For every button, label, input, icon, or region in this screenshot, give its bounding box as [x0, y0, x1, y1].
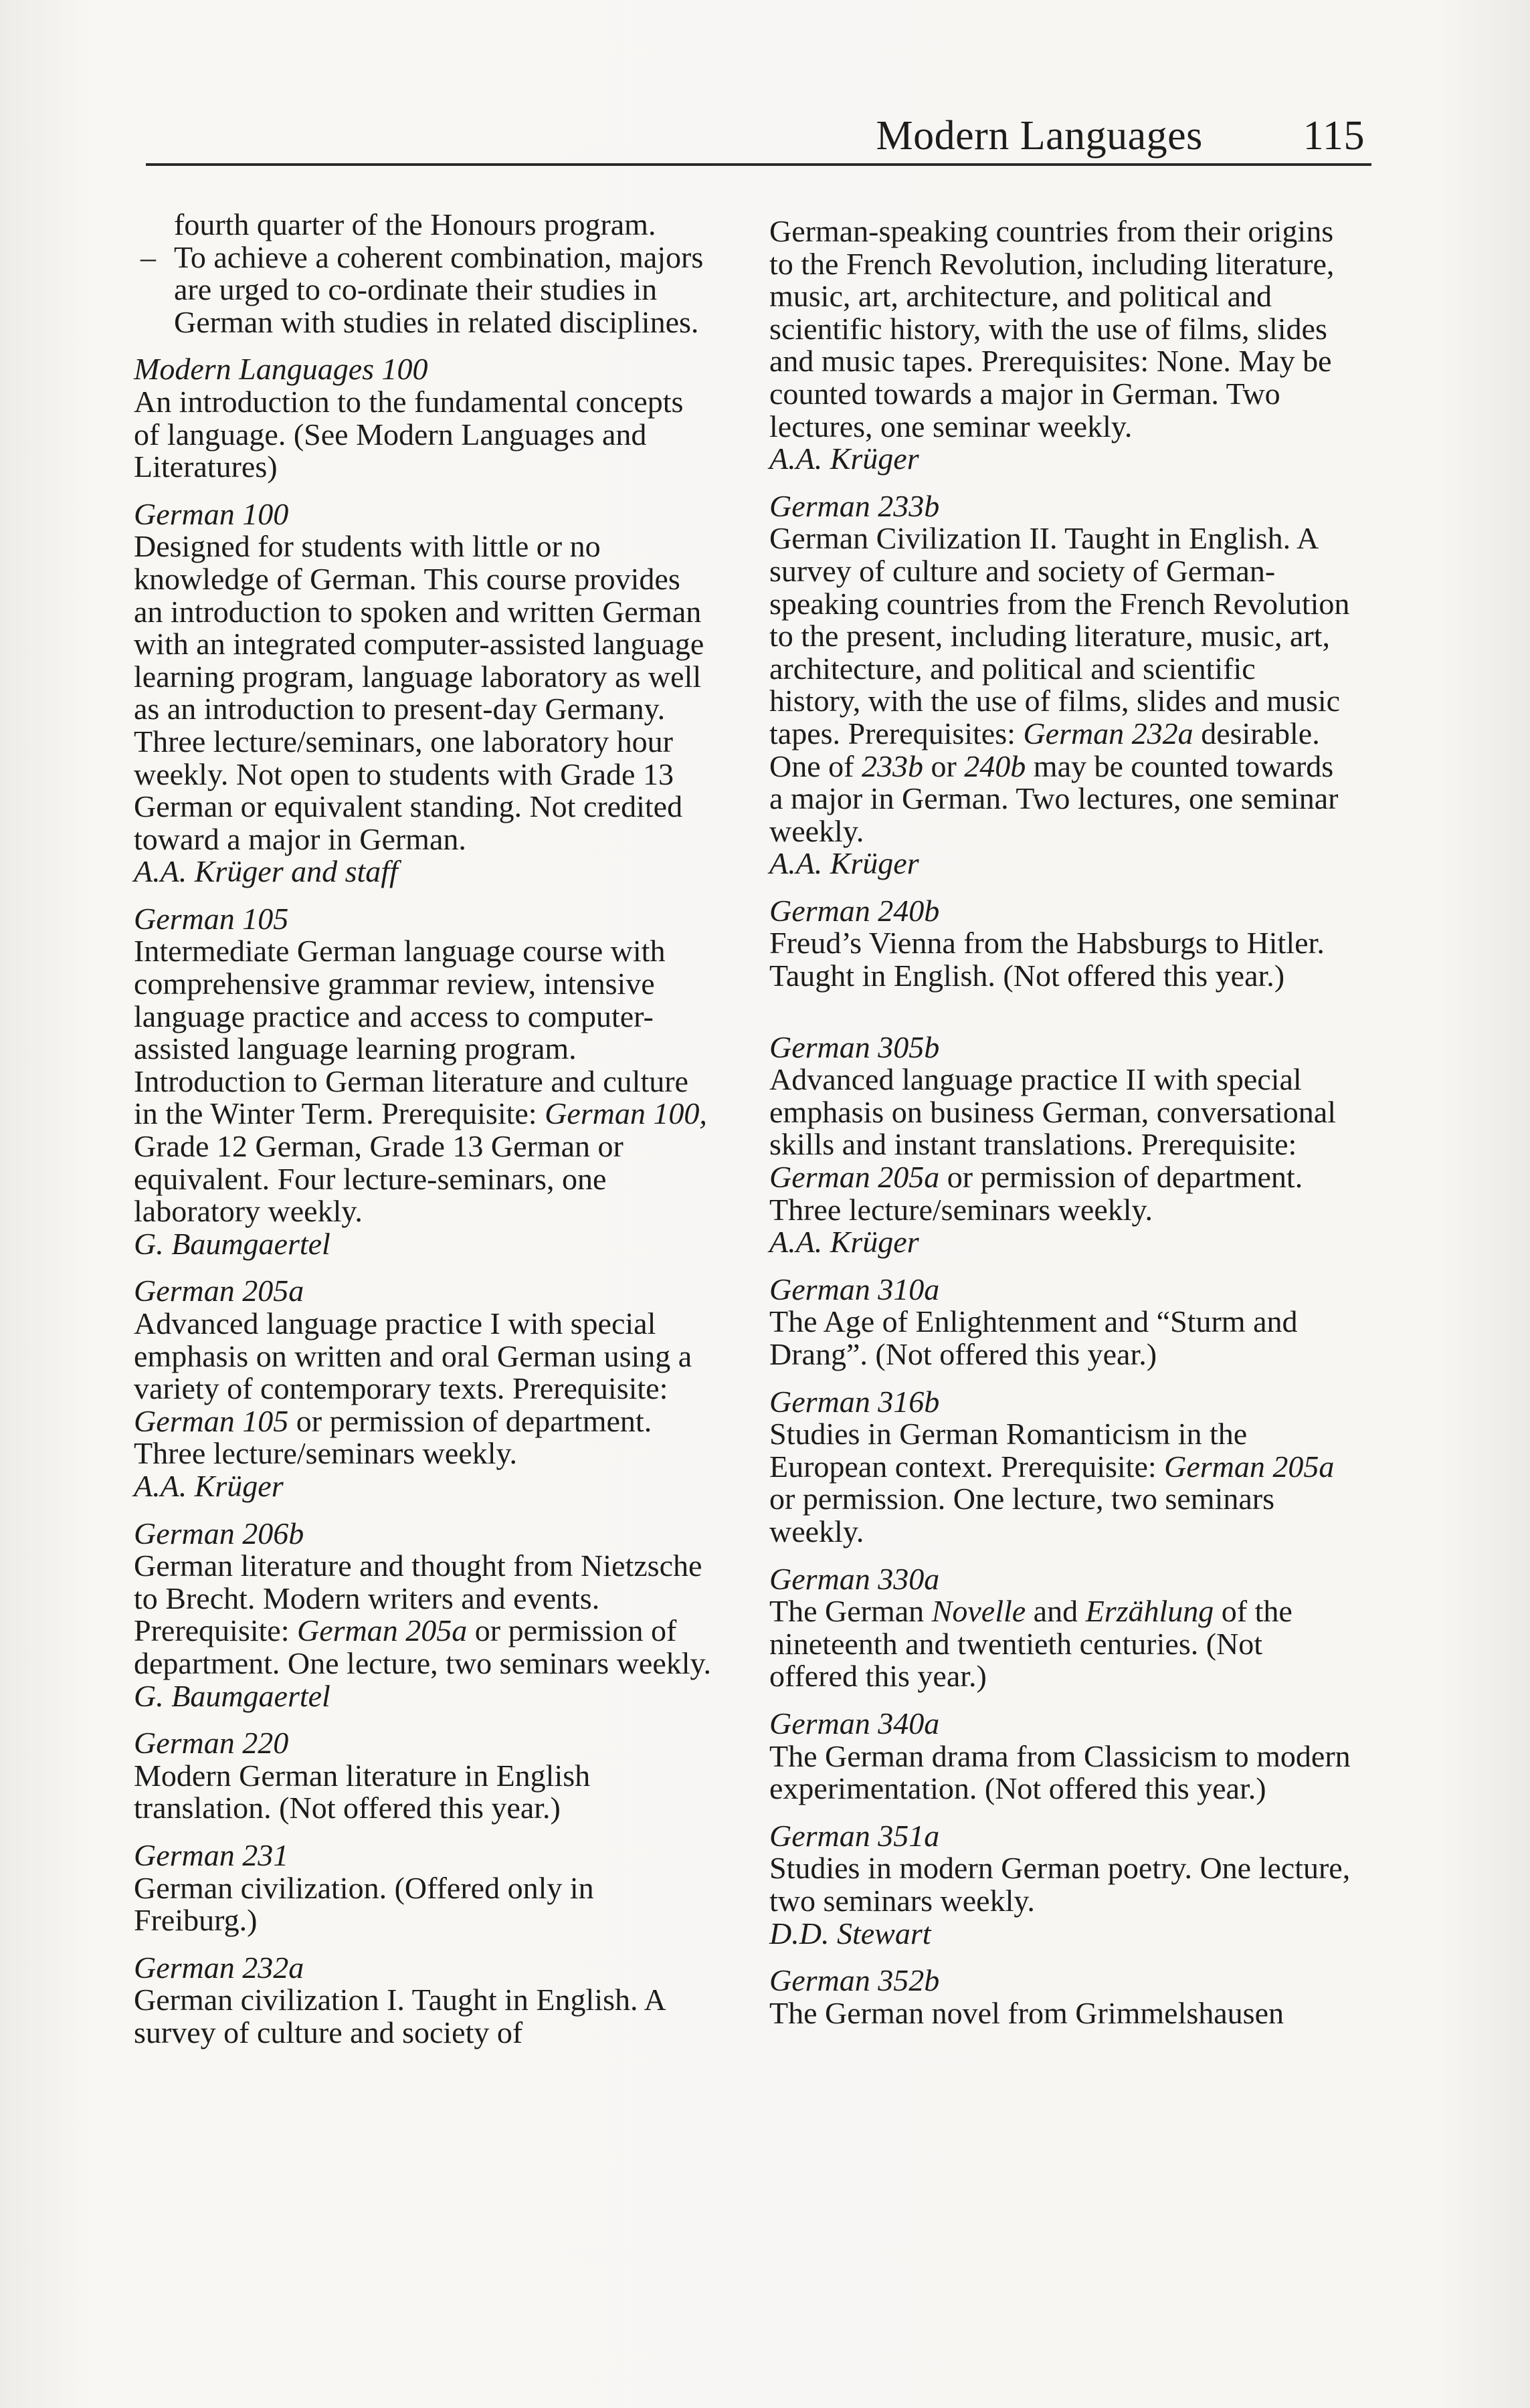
course-instructor: A.A. Krüger and staff [134, 854, 398, 889]
course-description: The German novel from Grimmelshausen [769, 1995, 1284, 2030]
bullet-dash: – [140, 239, 156, 274]
course-reference: German 205a [1164, 1449, 1335, 1484]
course-instructor: G. Baumgaertel [134, 1226, 330, 1261]
course-german-316b [769, 1386, 1351, 1548]
description-text: Intermediate German language course with comprehensive grammar review, intensive language practice and access to computer-assisted language learning program. Introduction to German literature and culture in the Winter Term. Prerequisite: [134, 934, 688, 1131]
running-header [830, 112, 1365, 160]
continuation-text: fourth quarter of the Honours program. [174, 207, 656, 241]
course-german-233b [769, 490, 1351, 880]
bullet-item [134, 241, 716, 339]
course-description [769, 1418, 1351, 1548]
course-description: Freud’s Vienna from the Habsburgs to Hitler. Taught in English. (Not offered this year.) [769, 926, 1325, 993]
description-text: or permission. One lecture, two seminars weekly. [769, 1482, 1274, 1548]
course-heading: German 105 [134, 901, 289, 936]
header-rule [146, 163, 1371, 166]
course-german-220 [134, 1727, 716, 1825]
course-heading: Modern Languages 100 [134, 352, 428, 387]
course-description [134, 1550, 716, 1680]
course-german-206b [134, 1518, 716, 1713]
description-text: may be counted towards a major in German. Two lectures, one seminar weekly. [769, 748, 1339, 848]
right-column [769, 215, 1351, 2044]
course-description [769, 1595, 1351, 1693]
description-text: Advanced language practice II with special emphasis on business German, conversational skills and instant translations. Prerequisite: [769, 1062, 1336, 1162]
course-description: The German drama from Classicism to modern experimentation. (Not offered this year.) [769, 1738, 1351, 1806]
left-column [134, 209, 716, 2064]
description-text: or permission of department. Three lecture/seminars weekly. [134, 1403, 652, 1471]
course-instructor: A.A. Krüger [134, 1468, 284, 1503]
course-instructor: D.D. Stewart [769, 1916, 931, 1950]
description-text: Studies in German Romanticism in the European context. Prerequisite: [769, 1417, 1248, 1484]
description-text: or permission of department. Three lecture/seminars weekly. [769, 1160, 1303, 1227]
course-heading: German 232a [134, 1950, 304, 1985]
course-german-310a [769, 1274, 1351, 1371]
description-text: or [923, 748, 965, 783]
course-heading: German 231 [134, 1837, 289, 1872]
course-description [134, 1308, 716, 1470]
page-number: 115 [1303, 113, 1365, 159]
course-german-305b [769, 1031, 1351, 1259]
course-german-205a [134, 1275, 716, 1502]
course-description [134, 935, 716, 1227]
course-modern-languages-100 [134, 353, 716, 483]
course-instructor: A.A. Krüger [769, 846, 919, 881]
description-text: Advanced language practice I with special emphasis on written and oral German using a variety of contemporary texts. Prerequisite: [134, 1306, 692, 1406]
course-german-232a-continued [769, 215, 1351, 476]
description-text: The German [769, 1594, 932, 1629]
course-description: Designed for students with little or no knowledge of German. This course provides an introduction to spoken and written German with an integrated computer-assisted language learning program, language laboratory as well as an introduction to present-day Germany. Three lecture/seminars, one laboratory hour weekly. Not open to students with Grade 13 German or equivalent standing. Not credited toward a major in German. [134, 529, 704, 856]
course-description: German civilization. (Offered only in Freiburg.) [134, 1870, 594, 1938]
description-text: German literature and thought from Nietzsche to Brecht. Modern writers and events. Prerequisite: [134, 1548, 702, 1648]
description-text: desirable. One of [769, 716, 1320, 783]
course-heading: German 206b [134, 1516, 304, 1550]
course-german-232a [134, 1952, 716, 2049]
course-heading: German 310a [769, 1272, 940, 1306]
course-heading: German 220 [134, 1726, 289, 1761]
course-description: German-speaking countries from their origins to the French Revolution, including literature, music, art, architecture, and political and scientific history, with the use of films, slides and music tapes. Prerequisites: None. May be counted towards a major in German. Two lectures, one seminar weekly. [769, 214, 1335, 443]
course-reference: German 205a [769, 1160, 940, 1195]
course-description: German civilization I. Taught in English. A survey of culture and society of [134, 1983, 665, 2049]
course-reference: German 232a [1023, 716, 1193, 750]
course-instructor: G. Baumgaertel [134, 1678, 330, 1713]
course-reference: German 105 [134, 1403, 289, 1438]
description-text: German Civilization II. Taught in English. A survey of culture and society of German-speaking countries from the French Revolution to the present, including literature, music, art, architecture, and political and scientific history, with the use of films, slides and music tapes. Prerequisites: [769, 521, 1350, 750]
course-description: Studies in modern German poetry. One lecture, two seminars weekly. [769, 1851, 1351, 1918]
course-german-231 [134, 1839, 716, 1937]
course-german-340a [769, 1708, 1351, 1805]
course-description: Modern German literature in English translation. (Not offered this year.) [134, 1758, 591, 1825]
course-heading: German 233b [769, 488, 940, 523]
course-heading: German 351a [769, 1818, 940, 1853]
course-german-330a [769, 1563, 1351, 1693]
course-heading: German 205a [134, 1274, 304, 1308]
course-german-100 [134, 498, 716, 888]
course-reference: German 205a [297, 1613, 468, 1648]
course-description [769, 1064, 1351, 1226]
course-description: The Age of Enlightenment and “Sturm and Drang”. (Not offered this year.) [769, 1304, 1298, 1371]
course-heading: German 305b [769, 1029, 940, 1064]
course-reference: German 100, [545, 1096, 707, 1131]
course-reference: 233b [861, 748, 923, 783]
course-german-352b [769, 1965, 1351, 2029]
honours-continuation [134, 209, 716, 338]
header-title: Modern Languages [876, 113, 1203, 159]
bullet-text: To achieve a coherent combination, majors are urged to co-ordinate their studies in German with studies in related disciplines. [174, 239, 704, 339]
course-heading: German 240b [769, 893, 940, 928]
course-description: An introduction to the fundamental concepts of language. (See Modern Languages and Literatures) [134, 384, 684, 484]
course-heading: German 330a [769, 1561, 940, 1596]
description-text: of the nineteenth and twentieth centuries. (Not offered this year.) [769, 1594, 1293, 1694]
course-instructor: A.A. Krüger [769, 1225, 919, 1260]
course-instructor: A.A. Krüger [769, 441, 919, 476]
description-text: Grade 12 German, Grade 13 German or equivalent. Four lecture-seminars, one laboratory weekly. [134, 1129, 624, 1229]
course-reference: 240b [964, 748, 1026, 783]
course-heading: German 340a [769, 1706, 940, 1740]
description-text: or permission of department. One lecture, two seminars weekly. [134, 1613, 712, 1680]
course-heading: German 316b [769, 1384, 940, 1419]
course-heading: German 100 [134, 496, 289, 531]
course-heading: German 352b [769, 1963, 940, 1998]
course-german-351a [769, 1820, 1351, 1950]
course-german-240b [769, 895, 1351, 993]
course-description [769, 522, 1351, 847]
description-text: and [1026, 1594, 1086, 1629]
course-german-105 [134, 903, 716, 1261]
genre-term: Novelle [931, 1594, 1026, 1629]
genre-term: Erzählung [1085, 1594, 1214, 1629]
